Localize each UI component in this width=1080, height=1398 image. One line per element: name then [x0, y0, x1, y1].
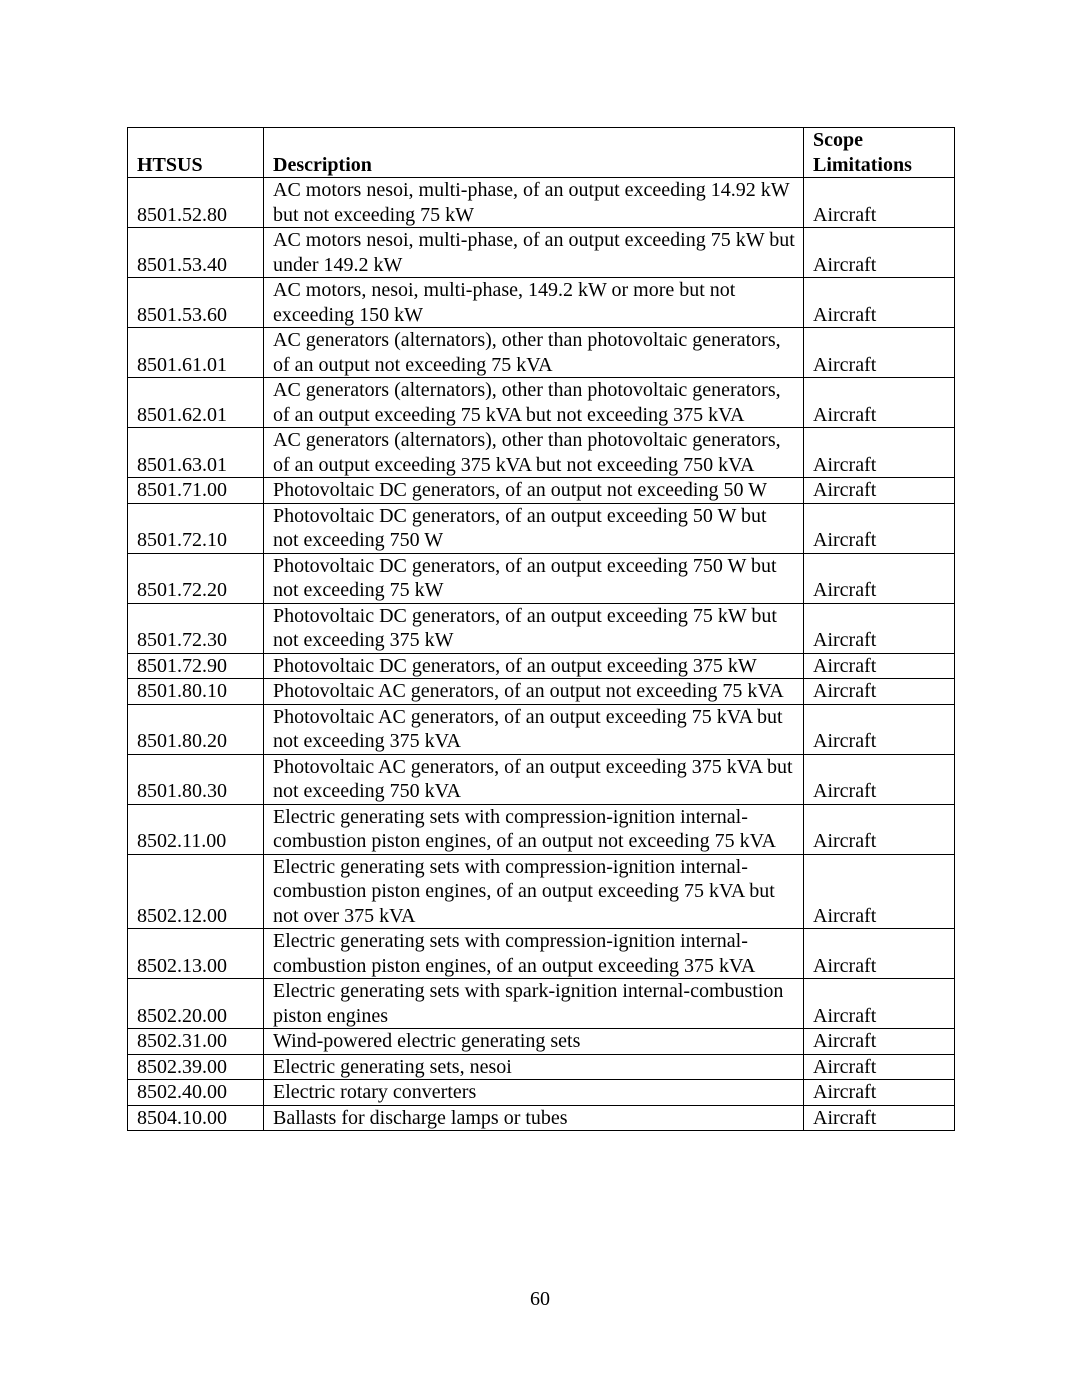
scope-limitation-cell: Aircraft: [804, 1029, 955, 1055]
scope-limitation-cell: Aircraft: [804, 428, 955, 478]
header-scope-limitations: Scope Limitations: [804, 128, 955, 178]
table-header-row: [128, 128, 955, 178]
htsus-code-cell: 8501.80.20: [128, 704, 264, 754]
scope-limitation-cell: Aircraft: [804, 1080, 955, 1106]
description-cell: Photovoltaic AC generators, of an output not exceeding 75 kVA: [264, 679, 804, 705]
htsus-code-cell: 8504.10.00: [128, 1105, 264, 1131]
table-row: [128, 328, 955, 378]
description-cell: Electric generating sets with compression-ignition internal-combustion piston engines, of an output not exceeding 75 kVA: [264, 804, 804, 854]
scope-limitation-cell: Aircraft: [804, 804, 955, 854]
table-row: [128, 428, 955, 478]
scope-limitation-cell: Aircraft: [804, 178, 955, 228]
scope-limitation-cell: Aircraft: [804, 653, 955, 679]
table-row: [128, 804, 955, 854]
scope-limitation-cell: Aircraft: [804, 929, 955, 979]
table-row: [128, 378, 955, 428]
table-row: [128, 1080, 955, 1106]
htsus-code-cell: 8501.80.10: [128, 679, 264, 705]
htsus-code-cell: 8501.72.10: [128, 503, 264, 553]
htsus-table: [127, 127, 955, 1131]
scope-limitation-cell: Aircraft: [804, 704, 955, 754]
scope-limitation-cell: Aircraft: [804, 1054, 955, 1080]
description-cell: AC motors, nesoi, multi-phase, 149.2 kW or more but not exceeding 150 kW: [264, 278, 804, 328]
htsus-code-cell: 8502.13.00: [128, 929, 264, 979]
scope-limitation-cell: Aircraft: [804, 979, 955, 1029]
htsus-code-cell: 8501.72.90: [128, 653, 264, 679]
table-row: [128, 1105, 955, 1131]
htsus-code-cell: 8501.72.30: [128, 603, 264, 653]
description-cell: Photovoltaic DC generators, of an output not exceeding 50 W: [264, 478, 804, 504]
table-row: [128, 1029, 955, 1055]
description-cell: Photovoltaic DC generators, of an output exceeding 75 kW but not exceeding 375 kW: [264, 603, 804, 653]
description-cell: Electric generating sets with compression-ignition internal-combustion piston engines, of an output exceeding 375 kVA: [264, 929, 804, 979]
htsus-code-cell: 8501.71.00: [128, 478, 264, 504]
scope-limitation-cell: Aircraft: [804, 854, 955, 929]
table-row: [128, 553, 955, 603]
scope-limitation-cell: Aircraft: [804, 679, 955, 705]
table-row: [128, 754, 955, 804]
table-row: [128, 653, 955, 679]
table-row: [128, 929, 955, 979]
htsus-code-cell: 8502.40.00: [128, 1080, 264, 1106]
htsus-code-cell: 8501.53.40: [128, 228, 264, 278]
page-number: 60: [530, 1288, 550, 1310]
description-cell: Electric generating sets with compression-ignition internal-combustion piston engines, of an output exceeding 75 kVA but not over 375 kVA: [264, 854, 804, 929]
table-row: [128, 503, 955, 553]
description-cell: Photovoltaic AC generators, of an output exceeding 375 kVA but not exceeding 750 kVA: [264, 754, 804, 804]
description-cell: Photovoltaic DC generators, of an output exceeding 750 W but not exceeding 75 kW: [264, 553, 804, 603]
table-row: [128, 478, 955, 504]
table-row: [128, 979, 955, 1029]
htsus-code-cell: 8502.39.00: [128, 1054, 264, 1080]
htsus-code-cell: 8501.63.01: [128, 428, 264, 478]
table-row: [128, 854, 955, 929]
scope-limitation-cell: Aircraft: [804, 478, 955, 504]
table-row: [128, 704, 955, 754]
htsus-code-cell: 8501.53.60: [128, 278, 264, 328]
htsus-code-cell: 8501.61.01: [128, 328, 264, 378]
scope-limitation-cell: Aircraft: [804, 228, 955, 278]
htsus-code-cell: 8502.31.00: [128, 1029, 264, 1055]
description-cell: Photovoltaic DC generators, of an output exceeding 375 kW: [264, 653, 804, 679]
scope-limitation-cell: Aircraft: [804, 378, 955, 428]
table-body: [128, 178, 955, 1131]
header-description: Description: [264, 128, 804, 178]
scope-limitation-cell: Aircraft: [804, 754, 955, 804]
table-row: [128, 178, 955, 228]
htsus-code-cell: 8501.72.20: [128, 553, 264, 603]
description-cell: AC generators (alternators), other than photovoltaic generators, of an output exceeding 75 kVA but not exceeding 375 kVA: [264, 378, 804, 428]
description-cell: AC generators (alternators), other than photovoltaic generators, of an output exceeding 375 kVA but not exceeding 750 kVA: [264, 428, 804, 478]
description-cell: Photovoltaic DC generators, of an output exceeding 50 W but not exceeding 750 W: [264, 503, 804, 553]
htsus-code-cell: 8501.52.80: [128, 178, 264, 228]
table-row: [128, 679, 955, 705]
table-row: [128, 228, 955, 278]
header-htsus: HTSUS: [128, 128, 264, 178]
description-cell: AC motors nesoi, multi-phase, of an output exceeding 75 kW but under 149.2 kW: [264, 228, 804, 278]
scope-limitation-cell: Aircraft: [804, 603, 955, 653]
scope-limitation-cell: Aircraft: [804, 503, 955, 553]
description-cell: Photovoltaic AC generators, of an output exceeding 75 kVA but not exceeding 375 kVA: [264, 704, 804, 754]
table-row: [128, 1054, 955, 1080]
scope-limitation-cell: Aircraft: [804, 1105, 955, 1131]
htsus-code-cell: 8502.20.00: [128, 979, 264, 1029]
htsus-code-cell: 8501.80.30: [128, 754, 264, 804]
htsus-code-cell: 8502.11.00: [128, 804, 264, 854]
htsus-code-cell: 8501.62.01: [128, 378, 264, 428]
table-row: [128, 603, 955, 653]
description-cell: Electric generating sets, nesoi: [264, 1054, 804, 1080]
description-cell: Electric generating sets with spark-ignition internal-combustion piston engines: [264, 979, 804, 1029]
scope-limitation-cell: Aircraft: [804, 328, 955, 378]
scope-limitation-cell: Aircraft: [804, 278, 955, 328]
table-row: [128, 278, 955, 328]
description-cell: Electric rotary converters: [264, 1080, 804, 1106]
description-cell: Wind-powered electric generating sets: [264, 1029, 804, 1055]
description-cell: Ballasts for discharge lamps or tubes: [264, 1105, 804, 1131]
htsus-code-cell: 8502.12.00: [128, 854, 264, 929]
scope-limitation-cell: Aircraft: [804, 553, 955, 603]
description-cell: AC generators (alternators), other than photovoltaic generators, of an output not exceeding 75 kVA: [264, 328, 804, 378]
description-cell: AC motors nesoi, multi-phase, of an output exceeding 14.92 kW but not exceeding 75 kW: [264, 178, 804, 228]
